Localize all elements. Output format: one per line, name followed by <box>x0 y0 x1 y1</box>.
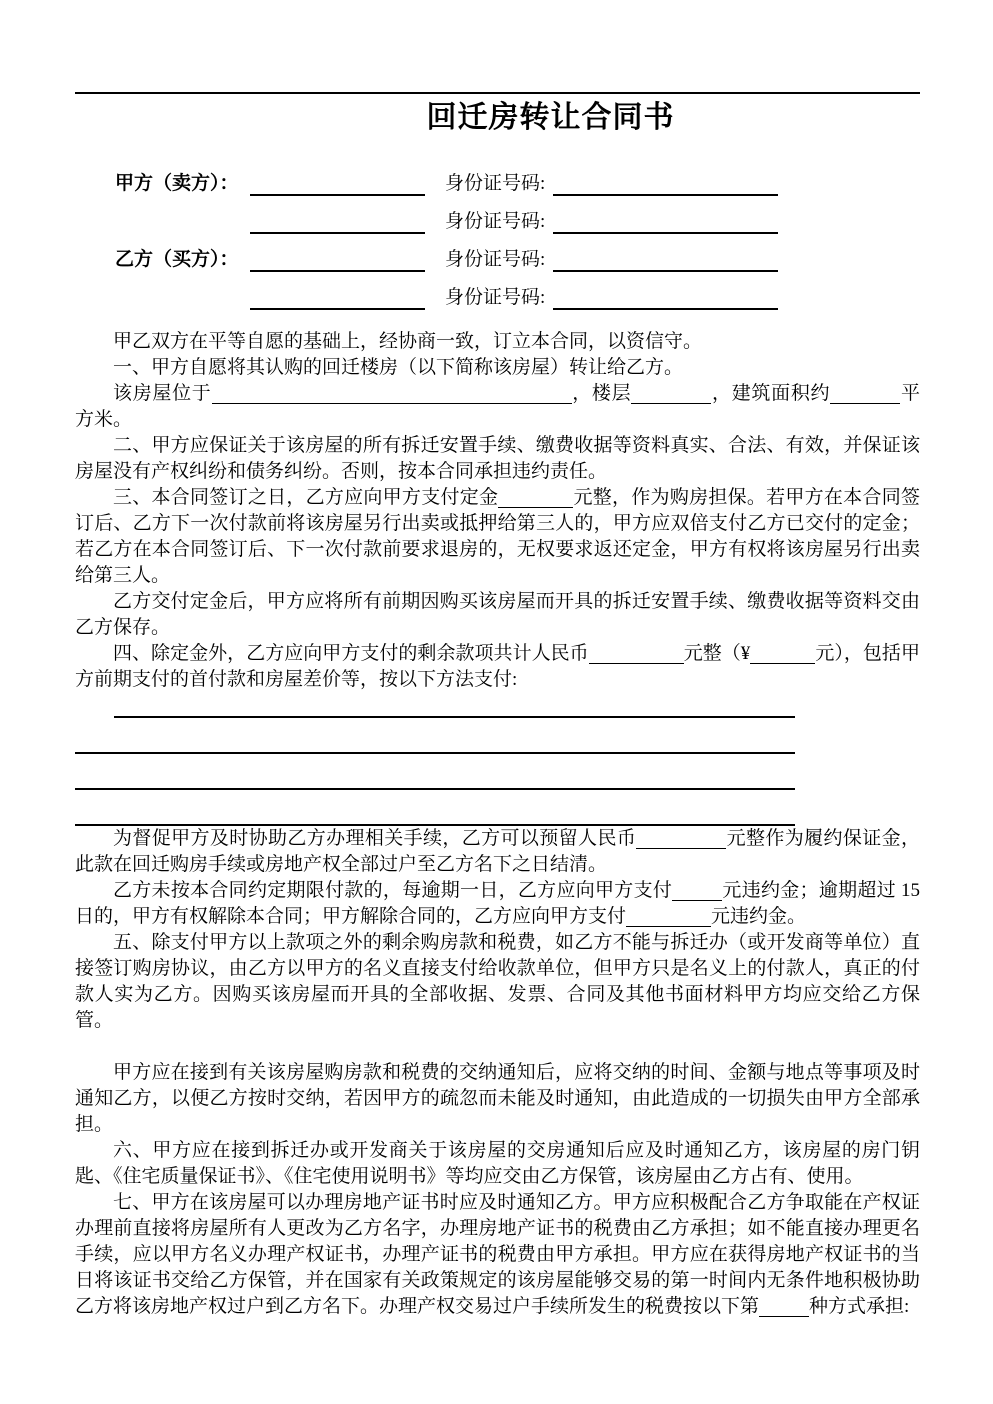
paragraph-text: 元整（¥ <box>683 643 751 664</box>
contract-paragraph <box>75 355 920 381</box>
id-number-blank-field <box>553 208 778 234</box>
paragraph-text: 乙方未按本合同约定期限付款的，每逾期一日，乙方应向甲方支付 <box>113 880 673 901</box>
paragraph-text: ，楼层 <box>571 383 632 404</box>
party-name-blank-field <box>250 208 425 234</box>
paragraph-text: 七、甲方在该房屋可以办理房地产证书时应及时通知乙方。甲方应积极配合乙方争取能在产权证办理前直接将房屋所有人更改为乙方名字，办理房地产证书的税费由乙方承担；如不能直接办理更名手续，应以甲方名义办理产权证书，办理产证书的税费由甲方承担。甲方应在获得房地产权证书的当日将该证书交给乙方保管，并在国家有关政策规定的该房屋能够交易的第一时间内无条件地积极协助乙方将该房地产权过户到乙方名下。办理产权交易过户手续所发生的税费按以下第 <box>75 1192 920 1317</box>
paragraph-text: 元违约金；逾期超过 15 日的，甲方有权解除本合同；甲方解除合同的，乙方应向甲方支付 <box>75 880 920 927</box>
blank-spacer <box>75 1034 920 1060</box>
payment-method-blank-line <box>75 754 795 790</box>
contract-paragraph <box>75 1138 920 1190</box>
inline-blank-field <box>672 881 722 901</box>
paragraph-text: 种方式承担: <box>809 1296 910 1317</box>
paragraph-text: 平方米。 <box>75 383 920 430</box>
payment-method-blank-line <box>75 790 795 826</box>
document-page <box>75 0 920 1320</box>
paragraph-text: 五、除支付甲方以上款项之外的剩余购房款和税费，如乙方不能与拆迁办（或开发商等单位）直接签订购房协议，由乙方以甲方的名义直接支付给收款单位，但甲方只是名义上的付款人，真正的付款人实为乙方。因购买该房屋而开具的全部收据、发票、合同及其他书面材料甲方均应交给乙方保管。 <box>75 932 920 1031</box>
paragraph-text: 乙方交付定金后，甲方应将所有前期因购买该房屋而开具的拆迁安置手续、缴费收据等资料交由乙方保存。 <box>75 591 920 638</box>
paragraph-text: 一、甲方自愿将其认购的回迁楼房（以下简称该房屋）转让给乙方。 <box>113 357 684 378</box>
paragraph-text: 元违约金。 <box>711 906 807 927</box>
id-number-blank-field <box>553 284 778 310</box>
paragraph-text: 甲乙双方在平等自愿的基础上，经协商一致，订立本合同，以资信守。 <box>113 331 703 352</box>
paragraph-text: 二、甲方应保证关于该房屋的所有拆迁安置手续、缴费收据等资料真实、合法、有效，并保证该房屋没有产权纠纷和债务纠纷。否则，按本合同承担违约责任。 <box>75 435 920 482</box>
contract-paragraph <box>75 641 920 693</box>
inline-blank-field <box>626 907 711 927</box>
inline-blank-field <box>759 1297 809 1317</box>
party-row <box>75 158 920 196</box>
party-name-blank-field <box>250 284 425 310</box>
inline-blank-field <box>212 384 572 404</box>
paragraph-text: 元），包括甲方前期支付的首付款和房屋差价等，按以下方法支付: <box>75 643 920 690</box>
contract-paragraph <box>75 1190 920 1320</box>
payment-method-blank-line <box>75 718 795 754</box>
contract-paragraph <box>75 329 920 355</box>
id-number-blank-field <box>553 170 778 196</box>
contract-paragraph <box>75 433 920 485</box>
paragraph-text: ，建筑面积约 <box>711 383 831 404</box>
paragraph-text: 为督促甲方及时协助乙方办理相关手续，乙方可以预留人民币 <box>113 828 637 849</box>
inline-blank-field <box>636 829 726 849</box>
payment-method-blank-line <box>114 693 795 718</box>
id-number-blank-field <box>553 246 778 272</box>
contract-paragraph <box>75 589 920 641</box>
id-number-label: 身份证号码: <box>445 211 546 232</box>
id-number-label: 身份证号码: <box>445 287 546 308</box>
paragraph-text: 三、本合同签订之日，乙方应向甲方支付定金 <box>113 487 499 508</box>
party-name-blank-field <box>250 246 425 272</box>
document-title: 回迁房转让合同书 <box>426 101 675 134</box>
id-number-label: 身份证号码: <box>445 173 546 194</box>
contract-paragraph <box>75 878 920 930</box>
party-row <box>75 196 920 234</box>
party-block <box>75 158 920 310</box>
inline-blank-field <box>498 488 573 508</box>
party-row <box>75 272 920 310</box>
inline-blank-field <box>750 644 815 664</box>
paragraph-text: 四、除定金外，乙方应向甲方支付的剩余款项共计人民币 <box>113 643 589 664</box>
party-row <box>75 234 920 272</box>
paragraph-text: 甲方应在接到有关该房屋购房款和税费的交纳通知后，应将交纳的时间、金额与地点等事项及时通知乙方，以便乙方按时交纳，若因甲方的疏忽而未能及时通知，由此造成的一切损失由甲方全部承担。 <box>75 1062 920 1135</box>
contract-paragraph <box>75 381 920 433</box>
paragraph-text: 元整，作为购房担保。若甲方在本合同签订后、乙方下一次付款前将该房屋另行出卖或抵押给第三人的，甲方应双倍支付乙方已交付的定金；若乙方在本合同签订后、下一次付款前要求退房的，无权要求返还定金，甲方有权将该房屋另行出卖给第三人。 <box>75 487 920 586</box>
contract-body <box>75 329 920 1320</box>
inline-blank-field <box>830 384 900 404</box>
inline-blank-field <box>631 384 711 404</box>
contract-paragraph <box>75 826 920 878</box>
party-name-blank-field <box>250 170 425 196</box>
contract-paragraph <box>75 485 920 589</box>
party-label: 甲方（卖方）： <box>115 173 239 194</box>
header-rule <box>75 92 920 94</box>
contract-paragraph <box>75 1060 920 1138</box>
paragraph-text: 元整作为履约保证金，此款在回迁购房手续或房地产权全部过户至乙方名下之日结清。 <box>75 828 920 875</box>
id-number-label: 身份证号码: <box>445 249 546 270</box>
paragraph-text: 六、甲方应在接到拆迁办或开发商关于该房屋的交房通知后应及时通知乙方，该房屋的房门钥匙、《住宅质量保证书》、《住宅使用说明书》等均应交由乙方保管，该房屋由乙方占有、使用。 <box>75 1140 920 1187</box>
contract-paragraph <box>75 930 920 1034</box>
party-label: 乙方（买方）： <box>115 249 239 270</box>
paragraph-text: 该房屋位于 <box>113 383 212 404</box>
inline-blank-field <box>589 644 684 664</box>
